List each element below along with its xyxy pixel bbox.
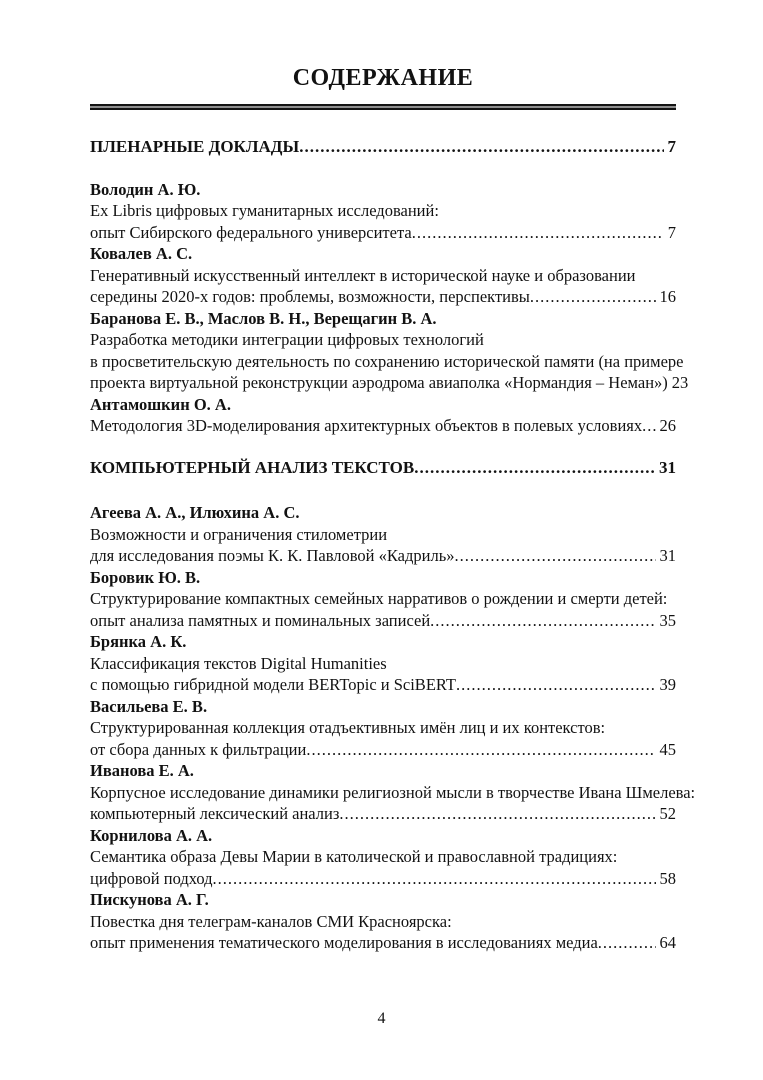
entry-title-text: середины 2020-х годов: проблемы, возможности, перспективы	[90, 287, 530, 306]
section-heading-text: КОМПЬЮТЕРНЫЙ АНАЛИЗ ТЕКСТОВ	[90, 457, 415, 477]
entry-title-line: Ex Libris цифровых гуманитарных исследований:	[90, 201, 439, 220]
entry-authors: Агеева А. А., Илюхина А. С.	[90, 503, 300, 522]
toc-entry	[90, 394, 676, 437]
entry-title-line: в просветительскую деятельность по сохранению исторической памяти (на примере	[90, 351, 684, 371]
toc-entry	[90, 696, 676, 761]
entry-page-number: 7	[667, 222, 676, 242]
toc-entry	[90, 567, 676, 632]
entry-page-number: 45	[659, 739, 676, 759]
toc-entry	[90, 631, 676, 696]
folio-page-number: 4	[377, 1010, 386, 1027]
entry-leader-line	[90, 868, 676, 890]
entry-page-number: 23	[671, 373, 689, 392]
section-entries	[90, 179, 689, 437]
entry-leader-line	[90, 415, 676, 437]
toc-entry	[90, 502, 676, 567]
entry-leader-line	[90, 803, 676, 825]
section-heading	[90, 457, 676, 479]
section-heading	[90, 136, 676, 158]
entry-authors: Иванова Е. А.	[90, 761, 194, 780]
toc-entry	[90, 889, 676, 954]
entry-page-number: 58	[659, 868, 676, 888]
entry-leader-line	[90, 674, 676, 696]
entry-leader-line	[90, 739, 676, 761]
dot-leader	[430, 610, 655, 632]
entry-title-text: цифровой подход	[90, 868, 213, 888]
section-entries	[90, 502, 696, 954]
entry-title-text: от сбора данных к фильтрации	[90, 739, 307, 759]
toc-entry	[90, 243, 676, 308]
entry-authors: Володин А. Ю.	[90, 179, 201, 199]
entry-title-text: Методология 3D-моделирования архитектурных объектов в полевых условиях	[90, 416, 643, 435]
entry-authors: Корнилова А. А.	[90, 825, 213, 845]
entry-title-line: Корпусное исследование динамики религиозной мысли в творчестве Ивана Шмелева:	[90, 782, 696, 802]
dot-leader	[213, 868, 656, 890]
entry-title-text: с помощью гибридной модели BERTopic и SciBERT	[90, 675, 456, 694]
entry-leader-line	[90, 932, 676, 954]
entry-title-text: проекта виртуальной реконструкции аэродрома авиаполка «Нормандия – Неман»)	[90, 373, 668, 392]
entry-title-text: опыт анализа памятных и поминальных записей	[90, 610, 431, 630]
entry-authors: Пискунова А. Г.	[90, 890, 209, 909]
entry-title-line: Структурированная коллекция отадъективных имён лиц и их контекстов:	[90, 718, 606, 737]
dot-leader	[339, 803, 655, 825]
entry-leader-line	[90, 372, 689, 394]
entry-title-text: опыт Сибирского федерального университета	[90, 222, 412, 242]
entry-title-text: опыт применения тематического моделирования в исследованиях медиа	[90, 933, 598, 952]
entry-page-number: 26	[659, 416, 676, 435]
toc-entry	[90, 760, 696, 825]
entry-leader-line	[90, 610, 676, 632]
entry-authors: Брянка А. К.	[90, 632, 187, 651]
section-page-number: 31	[659, 457, 676, 477]
dot-leader	[456, 674, 656, 696]
title-divider-rule	[90, 104, 676, 110]
entry-title-line: Повестка дня телеграм-каналов СМИ Красноярска:	[90, 911, 452, 931]
entry-page-number: 39	[659, 675, 676, 694]
entry-page-number: 16	[659, 287, 676, 306]
entry-page-number: 52	[659, 804, 676, 823]
toc-section-plenary	[90, 136, 689, 437]
entry-title-text: компьютерный лексический анализ	[90, 804, 340, 823]
entry-title-line: Генеративный искусственный интеллект в исторической науке и образовании	[90, 265, 636, 285]
toc-entry	[90, 308, 689, 394]
entry-authors: Васильева Е. В.	[90, 696, 208, 716]
dot-leader	[454, 545, 655, 567]
section-heading-text: ПЛЕНАРНЫЕ ДОКЛАДЫ	[90, 137, 300, 156]
toc-section-text-analysis	[90, 457, 696, 954]
entry-title-line: Классификация текстов Digital Humanities	[90, 653, 387, 673]
dot-leader	[414, 457, 655, 479]
dot-leader	[530, 286, 656, 308]
entry-title-text: для исследования поэмы К. К. Павловой «Кадриль»	[90, 546, 455, 565]
dot-leader	[412, 222, 664, 244]
entry-title-line: Семантика образа Девы Марии в католической и православной традициях:	[90, 847, 618, 866]
entry-leader-line	[90, 222, 676, 244]
dot-leader	[598, 932, 656, 954]
page-title: СОДЕРЖАНИЕ	[292, 65, 474, 91]
entry-authors: Антамошкин О. А.	[90, 394, 231, 414]
toc-entry	[90, 825, 676, 890]
entry-authors: Ковалев А. С.	[90, 244, 193, 263]
entry-leader-line	[90, 545, 676, 567]
dot-leader	[306, 739, 655, 761]
entry-title-line: Возможности и ограничения стилометрии	[90, 524, 388, 544]
entry-authors: Боровик Ю. В.	[90, 567, 201, 587]
dot-leader	[299, 136, 663, 158]
entry-authors: Баранова Е. В., Маслов В. Н., Верещагин В. А.	[90, 308, 437, 328]
entry-page-number: 35	[659, 610, 676, 630]
entry-leader-line	[90, 286, 676, 308]
entry-page-number: 31	[659, 546, 676, 565]
entry-title-line: Структурирование компактных семейных нарративов о рождении и смерти детей:	[90, 589, 668, 608]
entry-page-number: 64	[659, 933, 676, 952]
entry-title-line: Разработка методики интеграции цифровых технологий	[90, 330, 484, 349]
section-page-number: 7	[667, 137, 676, 156]
dot-leader	[642, 415, 655, 437]
toc-entry	[90, 179, 676, 244]
